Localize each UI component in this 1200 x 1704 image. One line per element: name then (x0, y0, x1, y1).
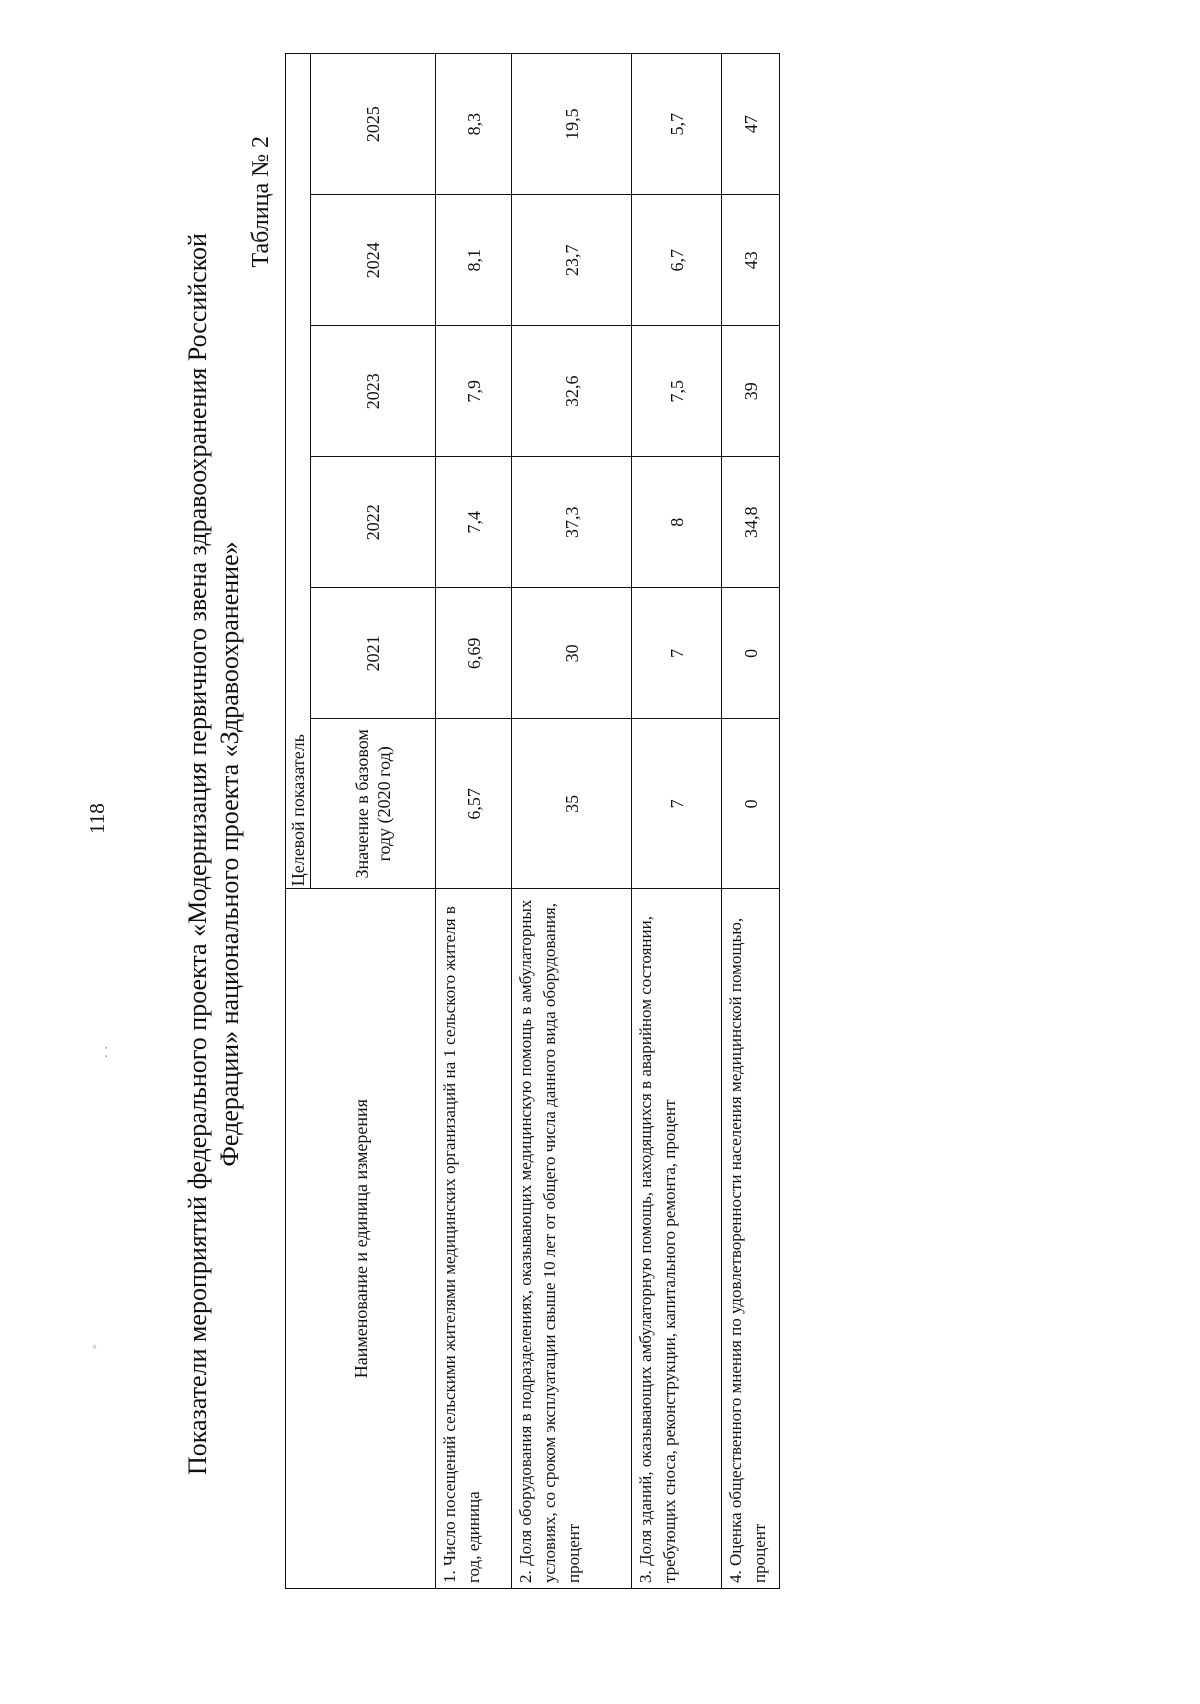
scan-speck: ⁚ (104, 1046, 109, 1061)
indicator-name: 3. Доля зданий, оказывающих амбулаторную помощь, находящихся в аварийном состоянии, требующих сноса, реконструкции, капитального ремонта, процент (632, 889, 722, 1589)
year-value: 39 (722, 326, 780, 457)
year-value: 23,7 (512, 195, 632, 326)
year-header: 2023 (311, 326, 436, 457)
year-value: 7,9 (436, 326, 512, 457)
title-line-2: Федерации» национального проекта «Здравоохранение» (215, 541, 244, 1167)
base-value: 7 (632, 719, 722, 889)
base-value: 35 (512, 719, 632, 889)
year-value: 43 (722, 195, 780, 326)
year-value: 37,3 (512, 457, 632, 588)
base-value: 6,57 (436, 719, 512, 889)
year-value: 7,4 (436, 457, 512, 588)
indicator-name: 1. Число посещений сельскими жителями медицинских организаций на 1 сельского жителя в год, единица (436, 889, 512, 1589)
year-value: 5,7 (632, 54, 722, 195)
year-value: 8 (632, 457, 722, 588)
year-value: 0 (722, 588, 780, 719)
target-indicator-header: Целевой показатель (286, 54, 311, 889)
year-value: 6,69 (436, 588, 512, 719)
year-value: 8,1 (436, 195, 512, 326)
table-row (512, 54, 632, 1589)
indicator-name: 2. Доля оборудования в подразделениях, оказывающих медицинскую помощь в амбулаторных условиях, со сроком эксплуатации свыше 10 лет от общего числа данного вида оборудования, процент (512, 889, 632, 1589)
page-number: 118 (85, 803, 109, 834)
scan-speck: ◦ (92, 1340, 97, 1355)
year-value: 30 (512, 588, 632, 719)
year-value: 7 (632, 588, 722, 719)
year-value: 8,3 (436, 54, 512, 195)
year-header: 2022 (311, 457, 436, 588)
year-value: 34,8 (722, 457, 780, 588)
year-header: 2021 (311, 588, 436, 719)
year-value: 32,6 (512, 326, 632, 457)
year-value: 7,5 (632, 326, 722, 457)
year-value: 6,7 (632, 195, 722, 326)
year-value: 19,5 (512, 54, 632, 195)
table-row (632, 54, 722, 1589)
year-header: 2025 (311, 54, 436, 195)
table-row (436, 54, 512, 1589)
base-year-header: Значение в базовом году (2020 год) (311, 719, 436, 889)
indicator-name: 4. Оценка общественного мнения по удовлетворенности населения медицинской помощью, процент (722, 889, 780, 1589)
title-line-1: Показатели мероприятий федерального проекта «Модернизация первичного звена здравоохранения Российской (183, 233, 212, 1475)
year-header: 2024 (311, 195, 436, 326)
table-row (722, 54, 780, 1589)
header-row-group (286, 54, 311, 1589)
indicators-table (285, 53, 780, 1589)
table-label: Таблица № 2 (248, 136, 274, 268)
year-value: 47 (722, 54, 780, 195)
page-title (182, 104, 246, 1604)
base-value: 0 (722, 719, 780, 889)
name-column-header: Наименование и единица измерения (286, 889, 436, 1589)
